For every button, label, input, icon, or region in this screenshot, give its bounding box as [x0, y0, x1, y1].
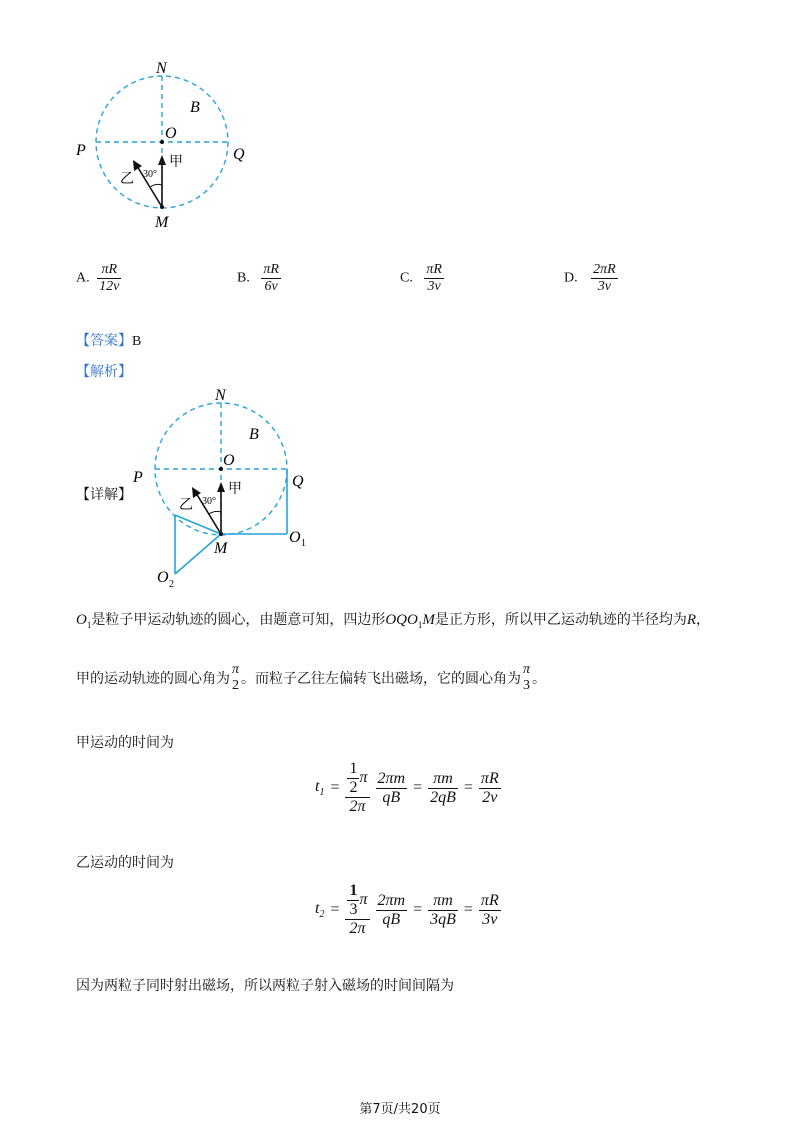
eq1-equals-3: =	[463, 779, 473, 796]
eq1-equals-2: =	[413, 779, 423, 796]
text-fraction-pi-3-den: 3	[523, 678, 531, 693]
label-o1: O	[289, 529, 301, 546]
eq1-t: $t_1$	[315, 777, 325, 799]
option-d	[564, 262, 618, 295]
label-n: N	[215, 387, 226, 404]
text-line1-a: 是粒子甲运动轨迹的圆心，由题意可知，四边形	[91, 612, 386, 628]
eq2-fraction-1-den: 2π	[345, 919, 369, 938]
jia-time-heading: 甲运动的时间为	[76, 735, 174, 751]
option-b-letter: B.	[237, 270, 250, 286]
label-o1-sub: 1	[301, 538, 306, 549]
label-b: B	[249, 426, 259, 443]
option-d-fraction	[591, 262, 618, 295]
label-jia: 甲	[228, 481, 242, 497]
velocity-yi-arrowhead	[133, 160, 142, 171]
text-o1: O	[76, 612, 87, 628]
detail-line	[76, 484, 132, 504]
text-quad-sub: 1	[417, 619, 423, 630]
option-c-num: πR	[426, 262, 442, 277]
label-b: B	[190, 99, 200, 116]
label-q: Q	[233, 146, 245, 163]
option-b-den: 6v	[261, 278, 281, 295]
text-r: R	[686, 612, 697, 628]
option-a-den: 12v	[99, 279, 120, 294]
text-fraction-pi-2	[230, 662, 241, 694]
eq1-fraction-1	[345, 760, 369, 816]
text-line2-end: 。	[532, 671, 547, 687]
text-quad: OQO	[385, 612, 418, 628]
text-line1-b: 是正方形，所以甲乙运动轨迹的半径均为	[434, 612, 687, 628]
eq1-fraction-2: $\frac{2\pi m}{qB}$	[377, 769, 406, 806]
text-fraction-pi-3-num: π	[523, 662, 531, 677]
center-dot	[160, 140, 164, 144]
analysis-line	[76, 361, 132, 381]
label-m: M	[214, 540, 228, 557]
label-o2: O	[157, 569, 169, 586]
option-c-den: 3v	[424, 278, 444, 295]
eq2-equals-2: =	[413, 901, 423, 918]
eq2-fraction-3: $\frac{\pi m}{3qB}$	[430, 891, 456, 928]
eq2-fraction-1-num: $\frac{1}{3}$ π	[349, 882, 368, 918]
paragraph-1	[76, 609, 710, 630]
option-c-fraction	[424, 262, 444, 295]
velocity-jia-arrowhead	[217, 482, 225, 492]
option-d-letter: D.	[564, 270, 578, 286]
option-d-den: 3v	[591, 278, 618, 295]
answer-tag: 【答案】	[76, 333, 132, 349]
eq2-fraction-1	[345, 882, 369, 938]
equation-t1	[312, 760, 504, 816]
text-line2-a: 甲的运动轨迹的圆心角为	[76, 671, 230, 687]
eq2-equals-3: =	[463, 901, 473, 918]
text-fraction-pi-2-den: 2	[232, 678, 239, 693]
answer-value: B	[132, 334, 142, 349]
paragraph-2	[76, 662, 546, 694]
eq1-fraction-1-den: 2π	[345, 797, 369, 816]
page-footer: 第7页/共20页	[359, 1102, 441, 1117]
label-yi: 乙	[120, 171, 134, 187]
option-a-fraction	[97, 262, 121, 295]
eq2-fraction-4: $\frac{\pi R}{3v}$	[480, 891, 499, 928]
eq1-fraction-1-num: $\frac{1}{2}$ π	[349, 760, 368, 796]
label-yi: 乙	[179, 497, 193, 513]
option-a-letter: A.	[76, 270, 90, 286]
label-o: O	[223, 452, 235, 469]
detail-tag: 【详解】	[76, 487, 132, 503]
text-fraction-pi-3	[521, 662, 532, 694]
figure-2-diagram	[125, 382, 325, 597]
label-angle: 30°	[202, 496, 216, 507]
label-angle: 30°	[143, 169, 157, 180]
yi-time-heading: 乙运动的时间为	[76, 855, 174, 871]
analysis-tag: 【解析】	[76, 364, 132, 380]
eq1-fraction-3: $\frac{\pi m}{2qB}$	[430, 769, 456, 806]
figure-1-diagram	[70, 55, 270, 235]
option-b	[237, 262, 281, 295]
text-fraction-pi-2-num: π	[232, 662, 240, 677]
option-c-letter: C.	[400, 270, 413, 286]
label-p: P	[133, 469, 143, 486]
option-b-num: πR	[263, 262, 279, 277]
answer-line	[76, 330, 141, 350]
angle-arc	[150, 184, 162, 187]
option-a	[76, 262, 121, 295]
option-d-num: 2πR	[593, 262, 616, 277]
text-line1-end: ，	[696, 612, 711, 628]
angle-arc	[209, 511, 221, 514]
label-o2-sub: 2	[169, 579, 174, 590]
label-o: O	[165, 125, 177, 142]
option-a-num: πR	[101, 262, 118, 277]
eq2-equals-1: =	[330, 901, 340, 918]
label-p: P	[76, 142, 86, 159]
label-n: N	[156, 60, 167, 77]
label-q: Q	[292, 473, 304, 490]
equation-t2	[312, 882, 504, 938]
option-b-fraction	[261, 262, 281, 295]
text-line2-b: 。而粒子乙往左偏转飞出磁场，它的圆心角为	[241, 671, 522, 687]
eq1-fraction-4: $\frac{\pi R}{2v}$	[480, 769, 499, 806]
label-jia: 甲	[169, 154, 183, 170]
eq1-equals-1: =	[330, 779, 340, 796]
final-sentence: 因为两粒子同时射出磁场，所以两粒子射入磁场的时间间隔为	[76, 978, 454, 994]
text-quad-end: M	[422, 612, 435, 628]
eq2-t: $t_2$	[315, 899, 325, 921]
velocity-yi-arrowhead	[192, 487, 201, 498]
velocity-jia-arrowhead	[158, 155, 166, 165]
option-c	[400, 262, 444, 295]
text-o1-sub: 1	[86, 619, 92, 630]
label-m: M	[155, 214, 169, 231]
eq2-fraction-2: $\frac{2\pi m}{qB}$	[377, 891, 406, 928]
